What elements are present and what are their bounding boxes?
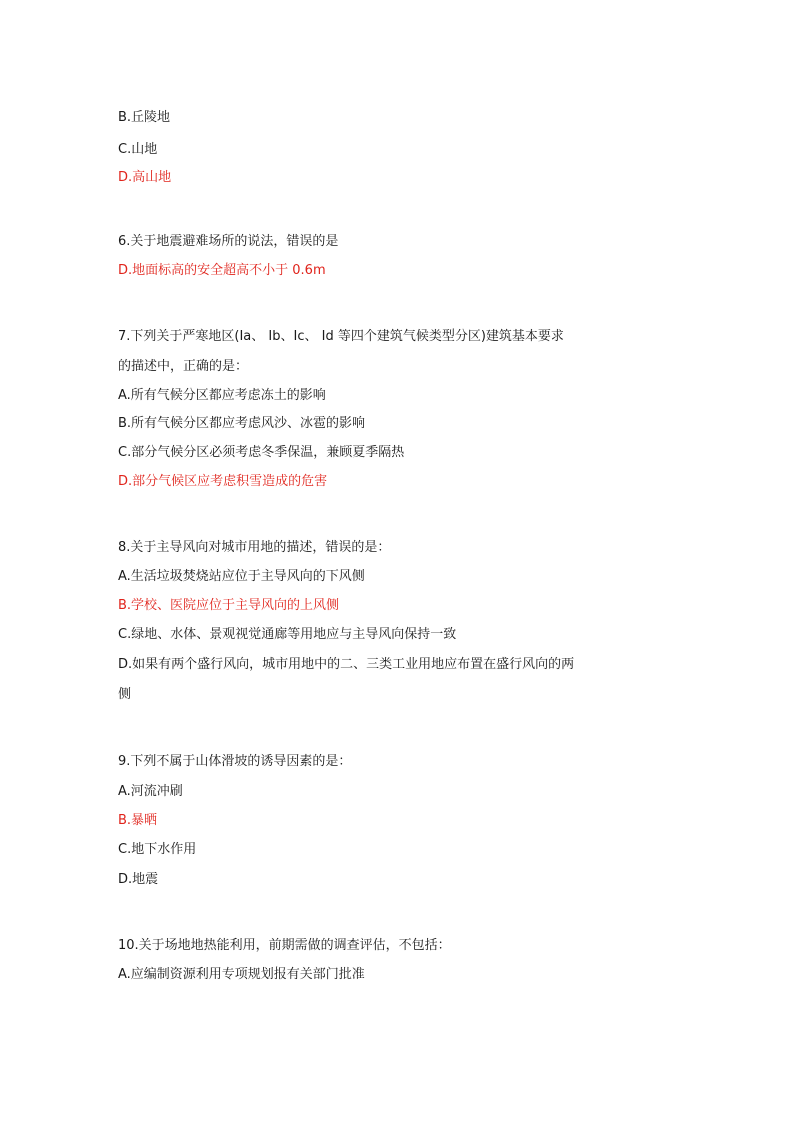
q5-option-d-answer: D.高山地: [118, 170, 172, 185]
q8-option-d-line1: D.如果有两个盛行风向，城市用地中的二、三类工业用地应布置在盛行风向的两: [118, 657, 575, 672]
q8-question: 8.关于主导风向对城市用地的描述，错误的是：: [118, 540, 391, 555]
q9-option-a: A.河流冲刷: [118, 784, 183, 799]
q7-option-c: C.部分气候分区必须考虑冬季保温，兼顾夏季隔热: [118, 445, 405, 460]
q9-question: 9.下列不属于山体滑坡的诱导因素的是：: [118, 754, 352, 769]
q8-option-a: A.生活垃圾焚烧站应位于主导风向的下风侧: [118, 569, 365, 584]
q10-question: 10.关于场地地热能利用，前期需做的调查评估，不包括：: [118, 938, 451, 953]
q9-option-b-answer: B.暴晒: [118, 813, 158, 828]
q5-option-c: C.山地: [118, 142, 158, 157]
q6-option-d-answer: D.地面标高的安全超高不小于 0.6m: [118, 263, 326, 278]
q7-question-line2: 的描述中，正确的是：: [118, 359, 249, 374]
q9-option-c: C.地下水作用: [118, 842, 197, 857]
q7-option-a: A.所有气候分区都应考虑冻土的影响: [118, 388, 326, 403]
q5-option-b: B.丘陵地: [118, 110, 171, 125]
q7-option-b: B.所有气候分区都应考虑风沙、冰雹的影响: [118, 416, 366, 431]
q7-question-line1: 7.下列关于严寒地区(Ⅰa、 Ⅰb、Ⅰc、 Ⅰd 等四个建筑气候类型分区)建筑基本要求: [118, 329, 564, 344]
q6-question: 6.关于地震避难场所的说法，错误的是: [118, 234, 339, 249]
q8-option-c: C.绿地、水体、景观视觉通廊等用地应与主导风向保持一致: [118, 627, 457, 642]
q10-option-a: A.应编制资源利用专项规划报有关部门批准: [118, 967, 365, 982]
q8-option-b-answer: B.学校、医院应位于主导风向的上风侧: [118, 598, 340, 613]
q8-option-d-line2: 侧: [118, 687, 132, 702]
q7-option-d-answer: D.部分气候区应考虑积雪造成的危害: [118, 474, 328, 489]
q9-option-d: D.地震: [118, 872, 159, 887]
